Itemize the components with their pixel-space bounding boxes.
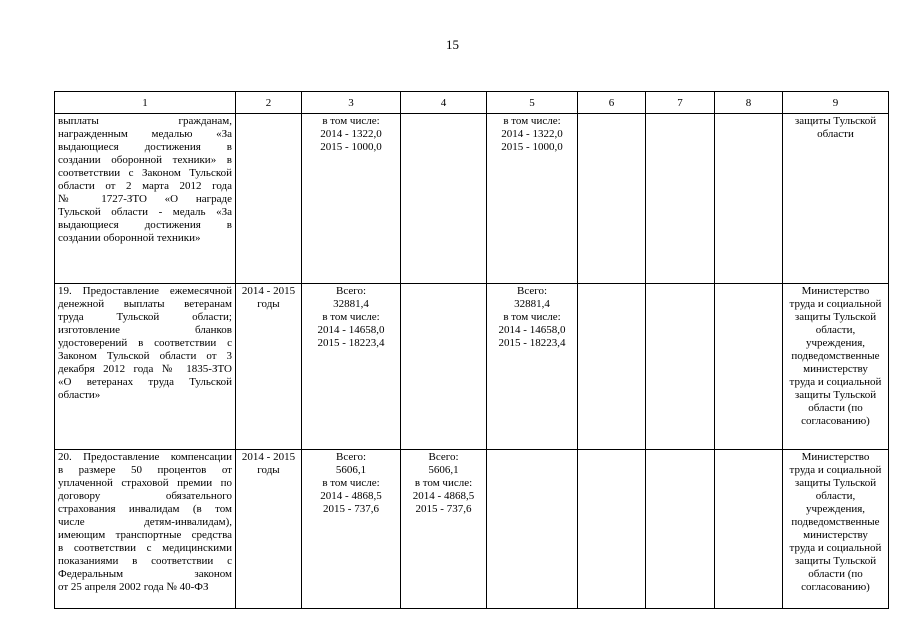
cell-line: выдающиеся достижения в: [58, 141, 232, 153]
activity-cell: [55, 450, 236, 609]
cell-line: области»: [58, 389, 101, 401]
cell-line: 32881,4: [333, 298, 369, 310]
executor-cell: [783, 450, 889, 609]
activity-cell: [55, 114, 236, 284]
municipal-budget-cell: [578, 284, 646, 450]
cell-line: защиты Тульской: [794, 555, 877, 567]
total-funding-cell: [302, 450, 401, 609]
cell-line: в том числе:: [322, 477, 380, 489]
cell-line: годы: [257, 298, 280, 310]
period-cell: [236, 284, 302, 450]
cell-line: министерству: [803, 363, 868, 375]
cell-line: 32881,4: [514, 298, 550, 310]
cell-line: 2015 - 737,6: [323, 503, 379, 515]
other-cell: [715, 114, 783, 284]
cell-line: соответствии с Законом Тульской: [58, 167, 232, 179]
page-number: 15: [446, 37, 459, 52]
cell-line: области,: [815, 490, 856, 502]
cell-line: в том числе:: [322, 115, 380, 127]
cell-line: труда и социальной: [789, 298, 882, 310]
cell-line: Федеральным законом: [58, 568, 232, 580]
cell-line: области,: [815, 324, 856, 336]
cell-line: Всего:: [335, 451, 367, 463]
cell-line: 2015 - 18223,4: [498, 337, 566, 349]
cell-line: числе детям-инвалидам),: [58, 516, 232, 528]
other-cell: [715, 284, 783, 450]
cell-line: 19. Предоставление ежемесячной: [58, 285, 232, 297]
cell-line: защиты Тульской: [794, 115, 877, 127]
extra-budget-cell: [646, 450, 715, 609]
header-cell: 7: [646, 92, 715, 114]
cell-line: 5606,1: [428, 464, 459, 476]
cell-line: Всего:: [516, 285, 548, 297]
other-cell: [715, 450, 783, 609]
cell-line: 2014 - 1322,0: [320, 128, 382, 140]
cell-line: согласованию): [801, 581, 870, 593]
cell-line: 2015 - 737,6: [415, 503, 472, 515]
cell-line: труда и социальной: [789, 542, 882, 554]
cell-line: «О ветеранах труда Тульской: [58, 376, 232, 388]
regional-budget-cell: [487, 114, 578, 284]
header-cell: 1: [55, 92, 236, 114]
cell-line: 2014 - 14658,0: [498, 324, 566, 336]
cell-line: Тульской области - медаль «За: [58, 206, 232, 218]
cell-line: защиты Тульской: [794, 477, 877, 489]
cell-line: 2015 - 1000,0: [320, 141, 382, 153]
cell-line: в размере 50 процентов от: [58, 464, 232, 476]
municipal-budget-cell: [578, 450, 646, 609]
header-cell: 6: [578, 92, 646, 114]
cell-line: области от 2 марта 2012 года: [58, 180, 232, 192]
cell-line: Министерство: [801, 451, 870, 463]
cell-line: труда и социальной: [789, 464, 882, 476]
cell-line: в том числе:: [414, 477, 473, 489]
extra-budget-cell: [646, 284, 715, 450]
cell-line: согласованию): [801, 415, 870, 427]
cell-line: 2014 - 1322,0: [501, 128, 563, 140]
cell-line: создании оборонной техники»: [58, 232, 201, 244]
regional-budget-cell: [487, 284, 578, 450]
cell-line: защиты Тульской: [794, 389, 877, 401]
cell-line: 20. Предоставление компенсации: [58, 451, 232, 463]
cell-line: области (по: [808, 568, 863, 580]
cell-line: подведомственные: [791, 516, 880, 528]
cell-line: подведомственные: [791, 350, 880, 362]
header-cell: 4: [401, 92, 487, 114]
header-cell: 3: [302, 92, 401, 114]
cell-line: выдающиеся достижения в: [58, 219, 232, 231]
cell-line: изготовление бланков: [58, 324, 232, 336]
cell-line: министерству: [803, 529, 868, 541]
cell-line: Всего:: [428, 451, 459, 463]
cell-line: учреждения,: [805, 503, 866, 515]
cell-line: создании оборонной техники» в: [58, 154, 232, 166]
extra-budget-cell: [646, 114, 715, 284]
total-funding-cell: [302, 284, 401, 450]
cell-line: в том числе:: [322, 311, 380, 323]
table-row: [55, 114, 889, 284]
cell-line: области: [817, 128, 854, 140]
cell-line: в том числе:: [503, 311, 561, 323]
regional-budget-cell: [487, 450, 578, 609]
cell-line: учреждения,: [805, 337, 866, 349]
cell-line: 2014 - 2015: [241, 285, 296, 297]
cell-line: в том числе:: [503, 115, 561, 127]
cell-line: выплаты гражданам,: [58, 115, 232, 127]
cell-line: от 25 апреля 2002 года № 40-ФЗ: [58, 581, 209, 593]
federal-budget-cell: [401, 450, 487, 609]
cell-line: страхования инвалидам (в том: [58, 503, 232, 515]
cell-line: Министерство: [801, 285, 870, 297]
activity-cell: [55, 284, 236, 450]
cell-line: годы: [257, 464, 280, 476]
cell-line: удостоверений в соответствии с: [58, 337, 232, 349]
header-cell: 5: [487, 92, 578, 114]
federal-budget-cell: [401, 284, 487, 450]
cell-line: № 1727-ЗТО «О награде: [58, 193, 232, 205]
header-cell: 2: [236, 92, 302, 114]
cell-line: 2015 - 18223,4: [317, 337, 385, 349]
cell-line: Всего:: [335, 285, 367, 297]
table-row: [55, 284, 889, 450]
cell-line: уплаченной страховой премии по: [58, 477, 232, 489]
program-table: [54, 91, 889, 609]
cell-line: 2014 - 4868,5: [320, 490, 382, 502]
cell-line: денежной выплаты ветеранам: [58, 298, 232, 310]
cell-line: 2015 - 1000,0: [501, 141, 563, 153]
cell-line: в соответствии с медицинскими: [58, 542, 232, 554]
total-funding-cell: [302, 114, 401, 284]
cell-line: Законом Тульской области от 3: [58, 350, 232, 362]
header-cell: 9: [783, 92, 889, 114]
period-cell: [236, 114, 302, 284]
table-row: [55, 450, 889, 609]
cell-line: 2014 - 14658,0: [317, 324, 385, 336]
cell-line: 5606,1: [335, 464, 367, 476]
cell-line: 2014 - 2015: [241, 451, 296, 463]
cell-line: награжденным медалью «За: [58, 128, 232, 140]
executor-cell: [783, 114, 889, 284]
cell-line: декабря 2012 года № 1835-ЗТО: [58, 363, 232, 375]
header-cell: 8: [715, 92, 783, 114]
cell-line: защиты Тульской: [794, 311, 877, 323]
cell-line: 2014 - 4868,5: [412, 490, 475, 502]
period-cell: [236, 450, 302, 609]
header-row: [55, 92, 889, 114]
cell-line: имеющим транспортные средства: [58, 529, 232, 541]
cell-line: договору обязательного: [58, 490, 232, 502]
cell-line: труда Тульской области;: [58, 311, 232, 323]
municipal-budget-cell: [578, 114, 646, 284]
cell-line: показаниями в соответствии с: [58, 555, 232, 567]
executor-cell: [783, 284, 889, 450]
cell-line: области (по: [808, 402, 863, 414]
federal-budget-cell: [401, 114, 487, 284]
cell-line: труда и социальной: [789, 376, 882, 388]
